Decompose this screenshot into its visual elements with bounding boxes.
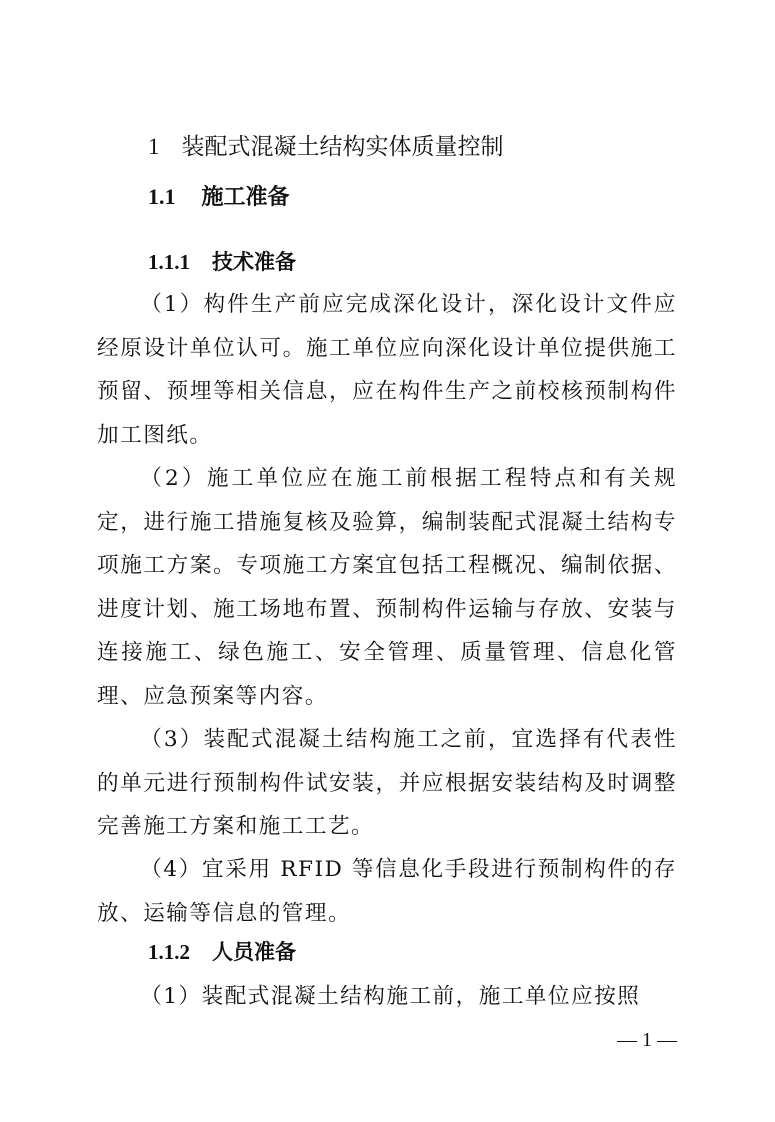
subsection-heading — [148, 180, 290, 214]
page-number: — 1 — — [617, 1029, 677, 1051]
tech-prep-number: 1.1.1 — [148, 250, 190, 274]
staff-prep-title: 人员准备 — [212, 939, 296, 964]
section-title: 装配式混凝土结构实体质量控制 — [181, 134, 504, 160]
tech-prep-item-1: （1）构件生产前应完成深化设计，深化设计文件应经原设计单位认可。施工单位应向深化设计单位提供施工预留、预埋等相关信息，应在构件生产之前校核预制构件加工图纸。 — [97, 292, 677, 448]
tech-prep-heading — [148, 245, 296, 279]
tech-prep-item-3: （3）装配式混凝土结构施工之前，宜选择有代表性的单元进行预制构件试安装，并应根据安装结构及时调整完善施工方案和施工工艺。 — [97, 727, 677, 840]
subsection-title: 施工准备 — [201, 184, 290, 210]
tech-prep-item-4: （4）宜采用 RFID 等信息化手段进行预制构件的存放、运输等信息的管理。 — [97, 857, 677, 926]
section-number: 1 — [148, 134, 160, 159]
staff-prep-number: 1.1.2 — [148, 940, 190, 964]
section-heading — [148, 130, 504, 164]
staff-prep-heading — [148, 935, 296, 969]
tech-prep-item-2: （2）施工单位应在施工前根据工程特点和有关规定，进行施工措施复核及验算，编制装配式混凝土结构专项施工方案。专项施工方案宜包括工程概况、编制依据、进度计划、施工场地布置、预制构件运输与存放、安装与连接施工、绿色施工、安全管理、质量管理、信息化管理、应急预案等内容。 — [97, 466, 677, 709]
subsection-number: 1.1 — [148, 184, 176, 209]
staff-prep-item-1: （1）装配式混凝土结构施工前，施工单位应按照 — [140, 984, 641, 1009]
tech-prep-title: 技术准备 — [212, 249, 296, 274]
